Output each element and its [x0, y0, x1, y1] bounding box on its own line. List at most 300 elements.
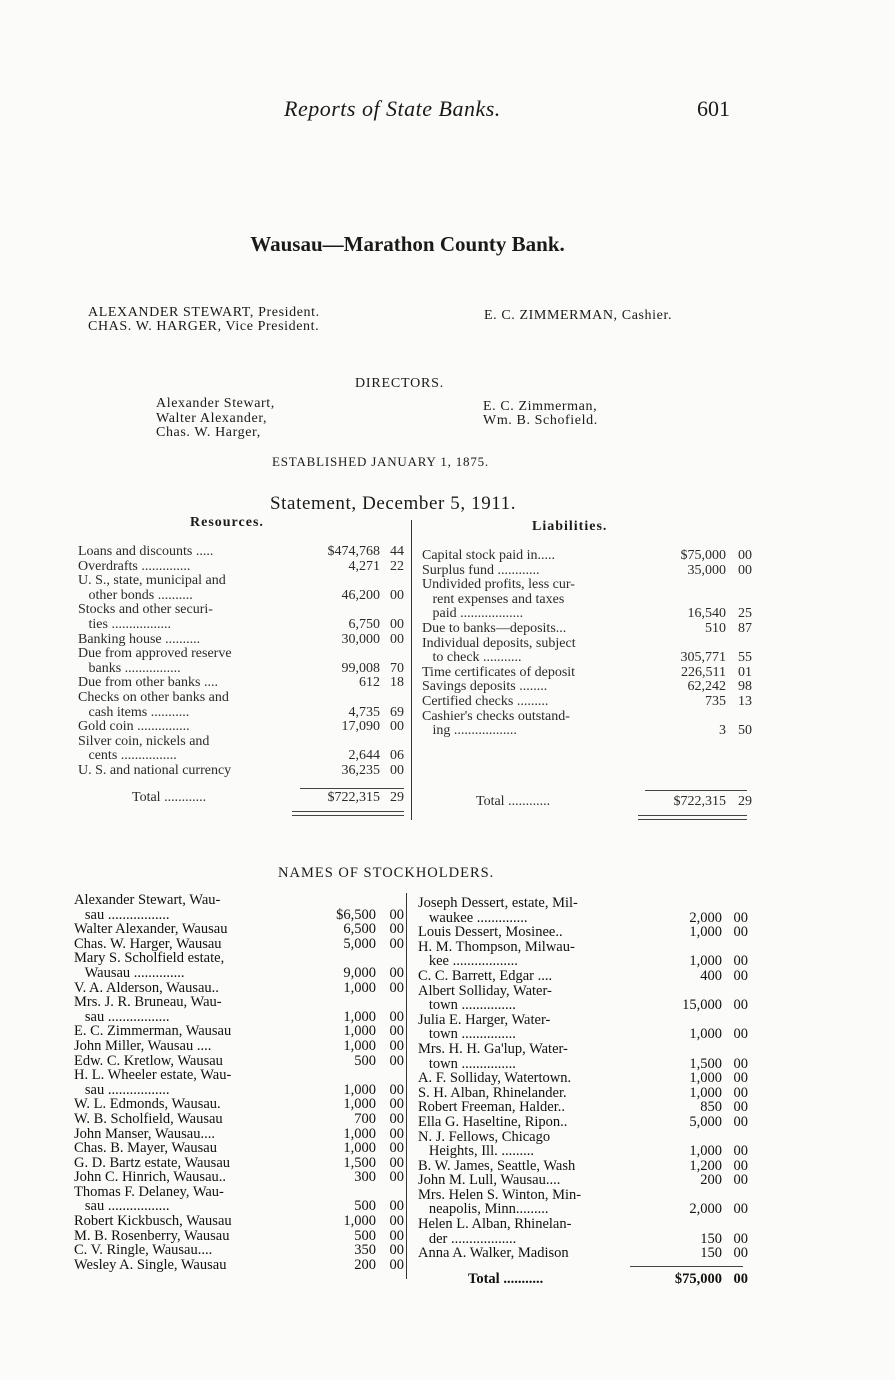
row-amount: 510	[705, 620, 726, 636]
row-amount: 200	[354, 1256, 376, 1273]
row-label: Surplus fund ............	[422, 563, 540, 578]
row-label: M. B. Rosenberry, Wausau	[74, 1228, 230, 1244]
table-row	[422, 637, 752, 652]
table-row	[74, 1214, 404, 1229]
table-row	[78, 618, 404, 633]
rule	[292, 811, 404, 812]
table-row	[78, 720, 404, 735]
rule	[630, 1266, 743, 1267]
table-row	[78, 691, 404, 706]
row-label: Ella G. Haseltine, Ripon..	[418, 1114, 568, 1130]
row-amount: 1,000	[689, 924, 722, 941]
table-row	[418, 969, 748, 984]
table-row	[74, 937, 404, 952]
row-cents	[726, 593, 752, 608]
table-row	[418, 984, 748, 999]
row-label: Joseph Dessert, estate, Mil-	[418, 896, 578, 911]
row-cents: 00	[733, 1099, 748, 1116]
row-cents	[380, 647, 404, 662]
row-label: paid ..................	[422, 607, 524, 622]
table-row	[74, 1127, 404, 1142]
row-cents: 00	[390, 616, 404, 632]
row-amount: 612	[359, 675, 380, 691]
row-cents	[726, 637, 752, 652]
row-amount	[636, 1013, 722, 1028]
table-row	[418, 1057, 748, 1072]
row-label: Robert Freeman, Halder..	[418, 1100, 565, 1115]
row-amount: 4,735	[348, 704, 380, 720]
table-row	[74, 981, 404, 996]
row-cents	[376, 1185, 404, 1200]
table-row	[74, 1243, 404, 1258]
row-amount	[294, 995, 376, 1010]
table-row	[418, 1173, 748, 1188]
table-row	[74, 1112, 404, 1127]
table-row	[78, 560, 404, 575]
row-amount: 150	[700, 1245, 722, 1262]
row-label: Chas. W. Harger, Wausau	[74, 936, 222, 952]
established-line: ESTABLISHED JANUARY 1, 1875.	[272, 454, 489, 469]
row-cents	[380, 603, 404, 618]
row-label: Alexander Stewart, Wau-	[74, 893, 221, 908]
row-label: Louis Dessert, Mosinee..	[418, 925, 563, 940]
row-label: kee ..................	[418, 954, 518, 969]
row-amount: 6,750	[348, 616, 380, 632]
row-cents: 00	[389, 1052, 404, 1069]
row-amount: 226,511	[681, 664, 726, 680]
table-row	[78, 589, 404, 604]
row-amount	[294, 893, 376, 908]
bank-title: Wausau—Marathon County Bank.	[250, 232, 565, 256]
row-amount	[636, 1188, 722, 1203]
liabilities-total-label: Total ............	[476, 795, 551, 809]
row-amount: 5,000	[689, 1113, 722, 1130]
stockholders-total	[418, 1272, 748, 1287]
row-cents	[722, 940, 748, 955]
row-cents: 00	[389, 1256, 404, 1273]
row-cents: 00	[390, 631, 404, 647]
table-row	[78, 749, 404, 764]
row-amount: 150	[700, 1230, 722, 1247]
stockholders-right	[418, 896, 748, 1261]
rule	[292, 815, 404, 816]
row-cents	[722, 1217, 748, 1232]
row-amount	[636, 1042, 722, 1057]
row-cents: 06	[390, 748, 404, 764]
row-cents: 00	[390, 719, 404, 735]
row-cents: 00	[389, 1110, 404, 1127]
row-label: Certified checks .........	[422, 694, 549, 709]
liabilities-heading: Liabilities.	[532, 519, 608, 534]
resources-heading: Resources.	[190, 515, 264, 530]
row-amount	[636, 896, 722, 911]
row-cents: 00	[733, 997, 748, 1014]
table-row	[418, 1115, 748, 1130]
row-amount: 300	[354, 1169, 376, 1186]
row-label: N. J. Fellows, Chicago	[418, 1129, 551, 1145]
row-cents: 00	[733, 1113, 748, 1130]
row-amount: 6,500	[343, 921, 376, 938]
row-amount	[298, 603, 380, 618]
row-cents: 18	[390, 675, 404, 691]
row-cents	[722, 1130, 748, 1145]
row-label: Cashier's checks outstand-	[422, 709, 570, 724]
row-amount	[298, 735, 380, 750]
table-row	[418, 1217, 748, 1232]
rule	[300, 788, 404, 789]
row-amount: 2,644	[348, 748, 380, 764]
row-cents: 00	[733, 1055, 748, 1072]
row-amount: 1,500	[689, 1055, 722, 1072]
row-label: John C. Hinrich, Wausau..	[74, 1170, 227, 1185]
row-cents	[722, 1013, 748, 1028]
table-row	[418, 1144, 748, 1159]
row-label: Stocks and other securi-	[78, 603, 213, 618]
table-row	[74, 1083, 404, 1098]
row-label: Due from approved reserve	[78, 647, 232, 662]
row-cents: 00	[389, 1227, 404, 1244]
officer-cashier: E. C. ZIMMERMAN, Cashier.	[484, 308, 673, 323]
row-amount	[294, 951, 376, 966]
row-label: U. S., state, municipal and	[78, 574, 226, 589]
row-amount: 200	[700, 1172, 722, 1189]
row-label: H. L. Wheeler estate, Wau-	[74, 1068, 232, 1083]
table-row	[422, 666, 752, 681]
row-cents: 44	[390, 544, 404, 559]
table-row	[418, 1013, 748, 1028]
row-label: Robert Kickbusch, Wausau	[74, 1214, 232, 1229]
row-amount: 500	[354, 1198, 376, 1215]
row-label: A. F. Solliday, Watertown.	[418, 1071, 572, 1086]
row-amount	[640, 637, 726, 652]
table-row	[418, 1086, 748, 1101]
table-row	[74, 908, 404, 923]
row-amount	[640, 578, 726, 593]
row-cents: 00	[389, 964, 404, 981]
row-cents	[722, 1042, 748, 1057]
row-cents: 00	[390, 762, 404, 778]
row-cents: 00	[733, 1245, 748, 1262]
table-row	[418, 1130, 748, 1145]
row-amount: 1,000	[343, 1037, 376, 1054]
row-amount: $75,000	[680, 548, 726, 563]
row-amount: 16,540	[687, 606, 726, 622]
row-cents: 50	[738, 723, 752, 739]
statement-title: Statement, December 5, 1911.	[270, 493, 517, 514]
row-cents	[376, 1068, 404, 1083]
row-label: rent expenses and taxes	[422, 592, 565, 607]
row-label: Mrs. Helen S. Winton, Min-	[418, 1187, 582, 1203]
row-amount: 1,000	[689, 1143, 722, 1160]
row-amount	[636, 1130, 722, 1145]
row-label: banks ................	[78, 661, 181, 676]
row-amount	[640, 593, 726, 608]
row-cents: 00	[389, 1125, 404, 1142]
row-cents: 00	[733, 1026, 748, 1043]
table-row	[422, 651, 752, 666]
table-row	[418, 954, 748, 969]
row-cents: 00	[389, 921, 404, 938]
row-label: Gold coin ...............	[78, 720, 190, 735]
row-cents: 00	[733, 924, 748, 941]
row-amount	[298, 691, 380, 706]
director-name: E. C. Zimmerman,	[483, 399, 598, 414]
row-cents: 00	[389, 1037, 404, 1054]
table-row	[74, 1010, 404, 1025]
row-label: Anna A. Walker, Madison	[418, 1246, 569, 1261]
row-cents	[380, 691, 404, 706]
row-amount: 17,090	[341, 719, 380, 735]
row-label: Capital stock paid in.....	[422, 549, 555, 563]
row-cents: 00	[389, 1242, 404, 1259]
row-cents	[376, 893, 404, 908]
row-label: other bonds ..........	[78, 588, 193, 603]
row-cents: 00	[733, 953, 748, 970]
table-row	[418, 1027, 748, 1042]
table-row	[74, 893, 404, 908]
row-amount: 46,200	[341, 587, 380, 603]
table-row	[74, 995, 404, 1010]
row-amount: 1,000	[689, 1084, 722, 1101]
rule	[638, 815, 747, 816]
table-row	[74, 1097, 404, 1112]
row-amount: 1,000	[343, 1081, 376, 1098]
row-amount	[298, 647, 380, 662]
table-row	[422, 724, 752, 739]
row-amount	[640, 710, 726, 725]
row-cents: 98	[738, 679, 752, 695]
row-label: Time certificates of deposit	[422, 665, 576, 680]
row-label: Due from other banks ....	[78, 676, 218, 691]
row-label: Mrs. J. R. Bruneau, Wau-	[74, 995, 222, 1010]
row-amount	[636, 1217, 722, 1232]
row-cents	[380, 574, 404, 589]
row-cents: 00	[733, 1070, 748, 1087]
table-row	[418, 1071, 748, 1086]
table-row	[418, 1159, 748, 1174]
stockholders-heading: NAMES OF STOCKHOLDERS.	[278, 865, 495, 881]
row-label: sau .................	[74, 1199, 170, 1215]
row-cents: 00	[389, 906, 404, 923]
resources-total-label: Total ............	[132, 791, 207, 805]
row-cents: 25	[738, 606, 752, 622]
table-row	[422, 680, 752, 695]
table-row	[74, 1185, 404, 1200]
table-row	[74, 922, 404, 937]
row-label: John Manser, Wausau....	[74, 1126, 215, 1142]
resources-total-amount: $722,315	[327, 790, 380, 805]
table-row	[422, 578, 752, 593]
row-cents: 00	[389, 1096, 404, 1113]
row-label: ties .................	[78, 617, 171, 632]
table-row	[78, 545, 404, 560]
row-amount: 9,000	[343, 964, 376, 981]
row-cents: 00	[389, 1023, 404, 1040]
row-cents: 70	[390, 660, 404, 676]
row-label: ing ..................	[422, 724, 517, 739]
row-label: John M. Lull, Wausau....	[418, 1173, 561, 1188]
row-label: B. W. James, Seattle, Wash	[418, 1158, 576, 1174]
row-label: der ..................	[418, 1231, 517, 1247]
row-amount: 2,000	[689, 1201, 722, 1218]
row-amount: 850	[700, 1099, 722, 1116]
row-label: John Miller, Wausau ....	[74, 1038, 212, 1054]
row-label: to check ...........	[422, 651, 522, 666]
row-cents: 00	[733, 909, 748, 926]
row-amount: 5,000	[343, 935, 376, 952]
liabilities-table	[422, 549, 752, 739]
row-label: C. C. Barrett, Edgar ....	[418, 968, 553, 984]
table-row	[418, 1202, 748, 1217]
row-label: Walter Alexander, Wausau	[74, 922, 228, 937]
table-row	[78, 706, 404, 721]
row-label: Thomas F. Delaney, Wau-	[74, 1184, 224, 1200]
row-amount: 1,000	[343, 979, 376, 996]
table-row	[74, 1258, 404, 1273]
row-cents: 00	[733, 1172, 748, 1189]
row-amount: 4,271	[348, 558, 380, 574]
row-label: Silver coin, nickels and	[78, 734, 210, 749]
table-row	[422, 549, 752, 564]
row-label: Edw. C. Kretlow, Wausau	[74, 1053, 223, 1069]
row-amount: 1,000	[689, 1070, 722, 1087]
stockholders-left	[74, 893, 404, 1272]
row-amount: 1,000	[343, 1023, 376, 1040]
row-amount: 500	[354, 1052, 376, 1069]
row-amount: 400	[700, 967, 722, 984]
row-amount: 500	[354, 1227, 376, 1244]
row-amount: 1,000	[343, 1125, 376, 1142]
table-row	[78, 662, 404, 677]
row-label: Julia E. Harger, Water-	[418, 1012, 551, 1028]
row-cents: 00	[389, 1140, 404, 1157]
row-label: Wausau ..............	[74, 965, 185, 981]
resources-table	[78, 545, 404, 779]
row-label: Checks on other banks and	[78, 690, 229, 705]
row-label: neapolis, Minn.........	[418, 1202, 549, 1218]
row-label: sau .................	[74, 907, 170, 923]
row-label: Chas. B. Mayer, Wausau	[74, 1141, 217, 1156]
row-label: W. B. Scholfield, Wausau	[74, 1111, 223, 1127]
director-name: Walter Alexander,	[156, 411, 268, 426]
director-name: Alexander Stewart,	[156, 396, 275, 411]
row-label: town ...............	[418, 1056, 516, 1072]
director-name: Wm. B. Schofield.	[483, 413, 598, 428]
row-cents: 00	[738, 562, 752, 578]
row-label: cents ................	[78, 749, 177, 764]
row-cents: 00	[389, 1154, 404, 1171]
row-label: town ...............	[418, 1027, 516, 1042]
table-row	[418, 940, 748, 955]
table-row	[422, 695, 752, 710]
row-amount: 62,242	[687, 679, 726, 695]
table-row	[418, 896, 748, 911]
row-cents	[722, 984, 748, 999]
page-number: 601	[697, 96, 730, 121]
row-amount: $474,768	[327, 544, 380, 559]
stockholders-total-cents: 00	[733, 1271, 748, 1287]
row-amount: 35,000	[687, 562, 726, 578]
resources-total	[78, 791, 404, 806]
row-amount: 1,000	[343, 1008, 376, 1025]
table-row	[418, 1232, 748, 1247]
table-row	[78, 647, 404, 662]
row-label: sau .................	[74, 1009, 170, 1025]
row-amount: 1,000	[689, 953, 722, 970]
table-row	[422, 710, 752, 725]
row-amount: 3	[719, 723, 726, 739]
row-label: W. L. Edmonds, Wausau.	[74, 1097, 221, 1112]
row-cents: 00	[389, 935, 404, 952]
stockholders-total-label: Total ...........	[468, 1272, 544, 1287]
stockholders-divider	[406, 893, 407, 1279]
liabilities-total-cents: 29	[738, 794, 752, 809]
row-label: Mary S. Scholfield estate,	[74, 951, 225, 966]
row-cents: 00	[390, 587, 404, 603]
row-amount: 1,000	[343, 1096, 376, 1113]
table-row	[74, 1156, 404, 1171]
row-label: Overdrafts ..............	[78, 559, 191, 574]
row-amount	[294, 1185, 376, 1200]
row-cents: 00	[733, 1201, 748, 1218]
row-label: waukee ..............	[418, 910, 528, 926]
table-row	[78, 735, 404, 750]
row-label: S. H. Alban, Rhinelander.	[418, 1085, 567, 1101]
row-label: sau .................	[74, 1082, 170, 1098]
table-row	[418, 1246, 748, 1261]
row-cents: 00	[389, 979, 404, 996]
row-cents: 55	[738, 650, 752, 666]
table-row	[418, 1042, 748, 1057]
row-amount: 36,235	[341, 762, 380, 778]
rule	[638, 819, 747, 820]
table-row	[74, 966, 404, 981]
row-label: Albert Solliday, Water-	[418, 983, 552, 999]
running-header-title: Reports of State Banks.	[284, 96, 501, 121]
row-cents: 00	[738, 548, 752, 563]
row-cents: 00	[389, 1169, 404, 1186]
row-label: Heights, Ill. .........	[418, 1144, 534, 1159]
row-cents: 00	[733, 1143, 748, 1160]
row-cents: 87	[738, 620, 752, 636]
row-amount: 700	[354, 1110, 376, 1127]
row-amount: 1,000	[343, 1140, 376, 1157]
officer-vice-president: CHAS. W. HARGER, Vice President.	[88, 319, 320, 334]
row-amount	[636, 984, 722, 999]
row-label: Savings deposits ........	[422, 680, 548, 695]
table-row	[78, 676, 404, 691]
row-label: E. C. Zimmerman, Wausau	[74, 1024, 232, 1039]
row-amount: 30,000	[341, 631, 380, 647]
row-label: cash items ...........	[78, 705, 190, 720]
row-label: V. A. Alderson, Wausau..	[74, 980, 219, 996]
row-label: Banking house ..........	[78, 632, 201, 647]
rule	[645, 790, 747, 791]
row-cents: 00	[389, 1081, 404, 1098]
table-row	[418, 911, 748, 926]
row-label: Wesley A. Single, Wausau	[74, 1257, 227, 1273]
table-row	[74, 1141, 404, 1156]
row-amount: 1,200	[689, 1157, 722, 1174]
row-cents: 00	[389, 1008, 404, 1025]
table-row	[74, 1039, 404, 1054]
row-label: Undivided profits, less cur-	[422, 578, 575, 593]
row-amount: 15,000	[682, 997, 722, 1014]
row-cents	[726, 710, 752, 725]
table-row	[78, 633, 404, 648]
row-label: Loans and discounts .....	[78, 545, 214, 559]
row-amount	[298, 574, 380, 589]
